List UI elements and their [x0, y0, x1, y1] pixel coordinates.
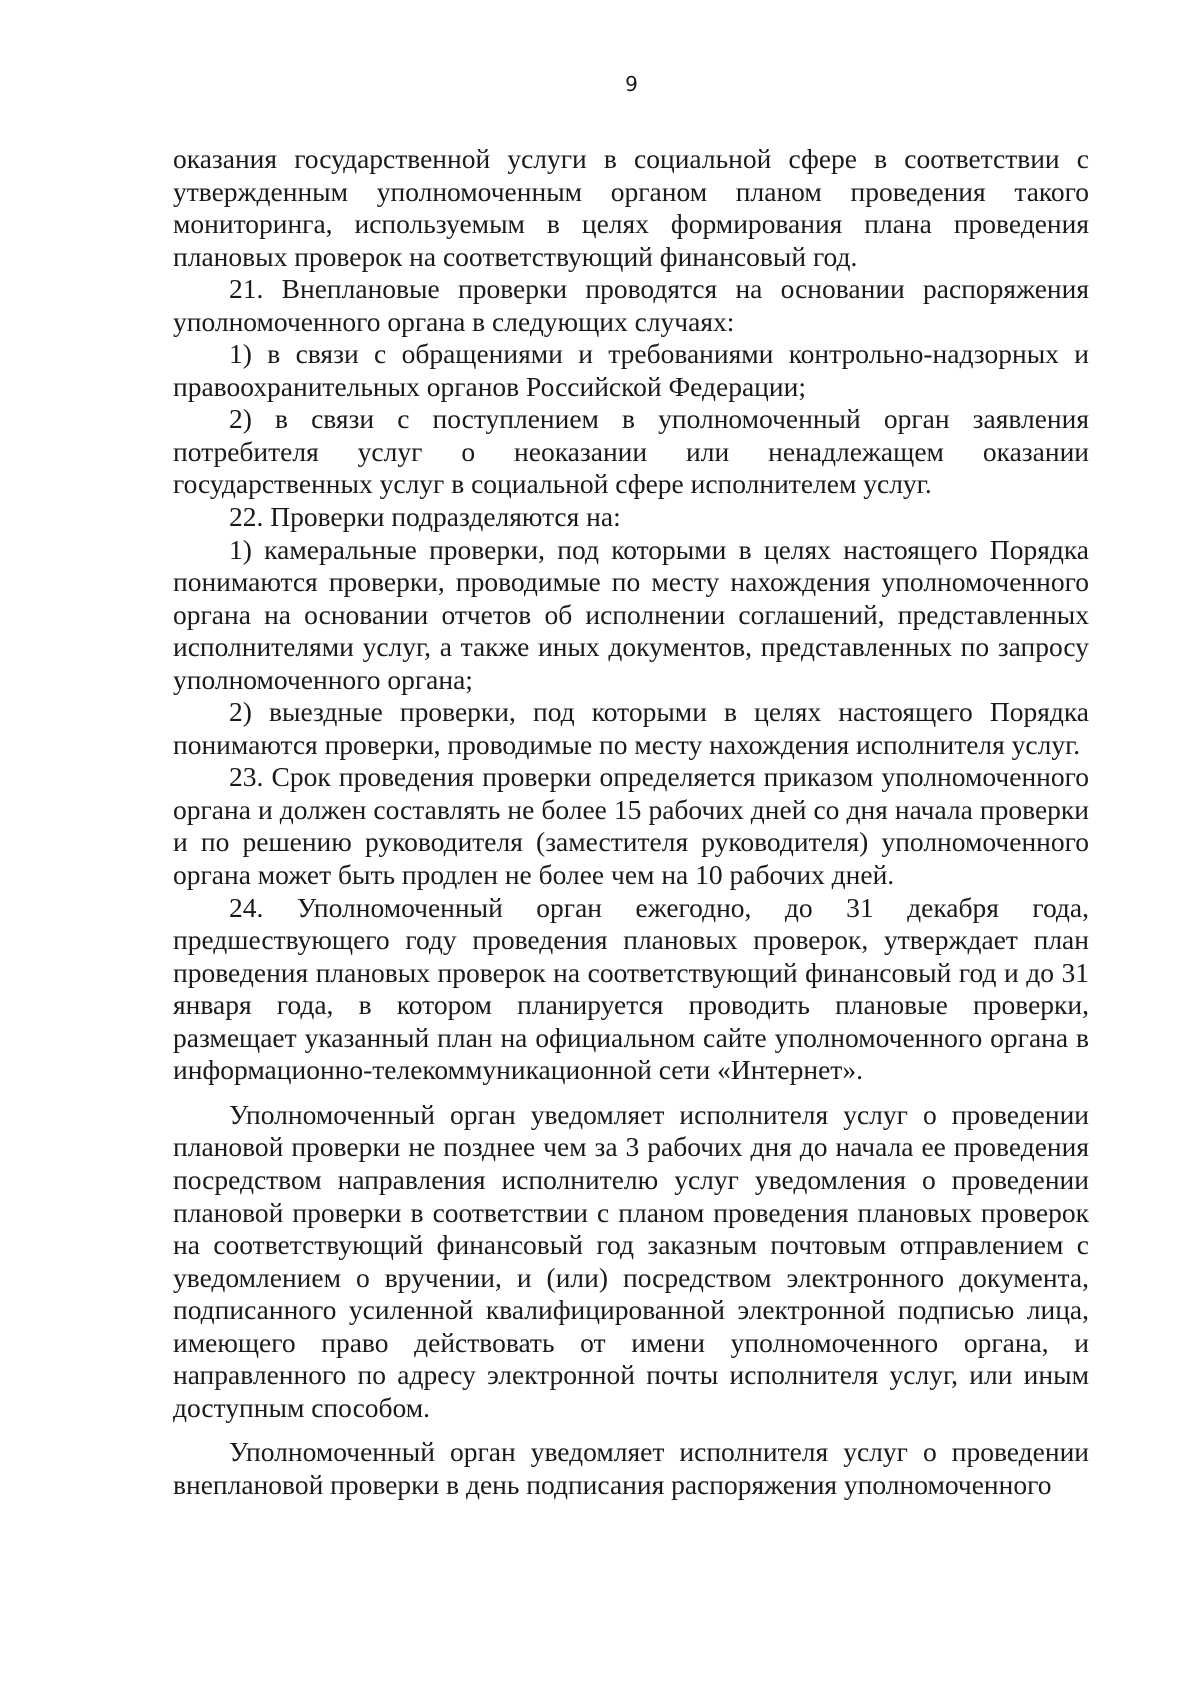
document-body	[173, 143, 1089, 1501]
paragraph-item-21: 21. Внеплановые проверки проводятся на основании распоряжения уполномоченного органа в следующих случаях:	[173, 273, 1089, 337]
paragraph-item-22-1: 1) камеральные проверки, под которыми в целях настоящего Порядка понимаются проверки, проводимые по месту нахождения уполномоченного органа на основании отчетов об исполнении соглашений, представленных исполнителями услуг, а также иных документов, представленных по запросу уполномоченного органа;	[173, 533, 1089, 695]
paragraph-planned-notice: Уполномоченный орган уведомляет исполнителя услуг о проведении плановой проверки не позднее чем за 3 рабочих дня до начала ее проведения посредством направления исполнителю услуг уведомления о проведении плановой проверки в соответствии с планом проведения плановых проверок на соответствующий финансовый год заказным почтовым отправлением с уведомлением о вручении, и (или) посредством электронного документа, подписанного усиленной квалифицированной электронной подписью лица, имеющего право действовать от имени уполномоченного органа, и направленного по адресу электронной почты исполнителя услуг, или иным доступным способом.	[173, 1098, 1089, 1423]
paragraph-item-21-1: 1) в связи с обращениями и требованиями контрольно-надзорных и правоохранительных органов Российской Федерации;	[173, 338, 1089, 402]
paragraph-item-24: 24. Уполномоченный орган ежегодно, до 31 декабря года, предшествующего году проведения плановых проверок, утверждает план проведения плановых проверок на соответствующий финансовый год и до 31 января года, в котором планируется проводить плановые проверки, размещает указанный план на официальном сайте уполномоченного органа в информационно-телекоммуникационной сети «Интернет».	[173, 891, 1089, 1086]
paragraph-item-22: 22. Проверки подразделяются на:	[229, 501, 621, 533]
paragraph-unplanned-notice: Уполномоченный орган уведомляет исполнителя услуг о проведении внеплановой проверки в день подписания распоряжения уполномоченного	[173, 1436, 1089, 1500]
paragraph-continuation: оказания государственной услуги в социальной сфере в соответствии с утвержденным уполномоченным органом планом проведения такого мониторинга, используемым в целях формирования плана проведения плановых проверок на соответствующий финансовый год.	[173, 143, 1089, 272]
paragraph-item-22-2: 2) выездные проверки, под которыми в целях настоящего Порядка понимаются проверки, проводимые по месту нахождения исполнителя услуг.	[173, 696, 1089, 760]
paragraph-item-21-2: 2) в связи с поступлением в уполномоченный орган заявления потребителя услуг о неоказании или ненадлежащем оказании государственных услуг в социальной сфере исполнителем услуг.	[173, 403, 1089, 500]
page-number: 9	[625, 72, 638, 96]
paragraph-item-23: 23. Срок проведения проверки определяется приказом уполномоченного органа и должен составлять не более 15 рабочих дней со дня начала проверки и по решению руководителя (заместителя руководителя) уполномоченного органа может быть продлен не более чем на 10 рабочих дней.	[173, 761, 1089, 891]
